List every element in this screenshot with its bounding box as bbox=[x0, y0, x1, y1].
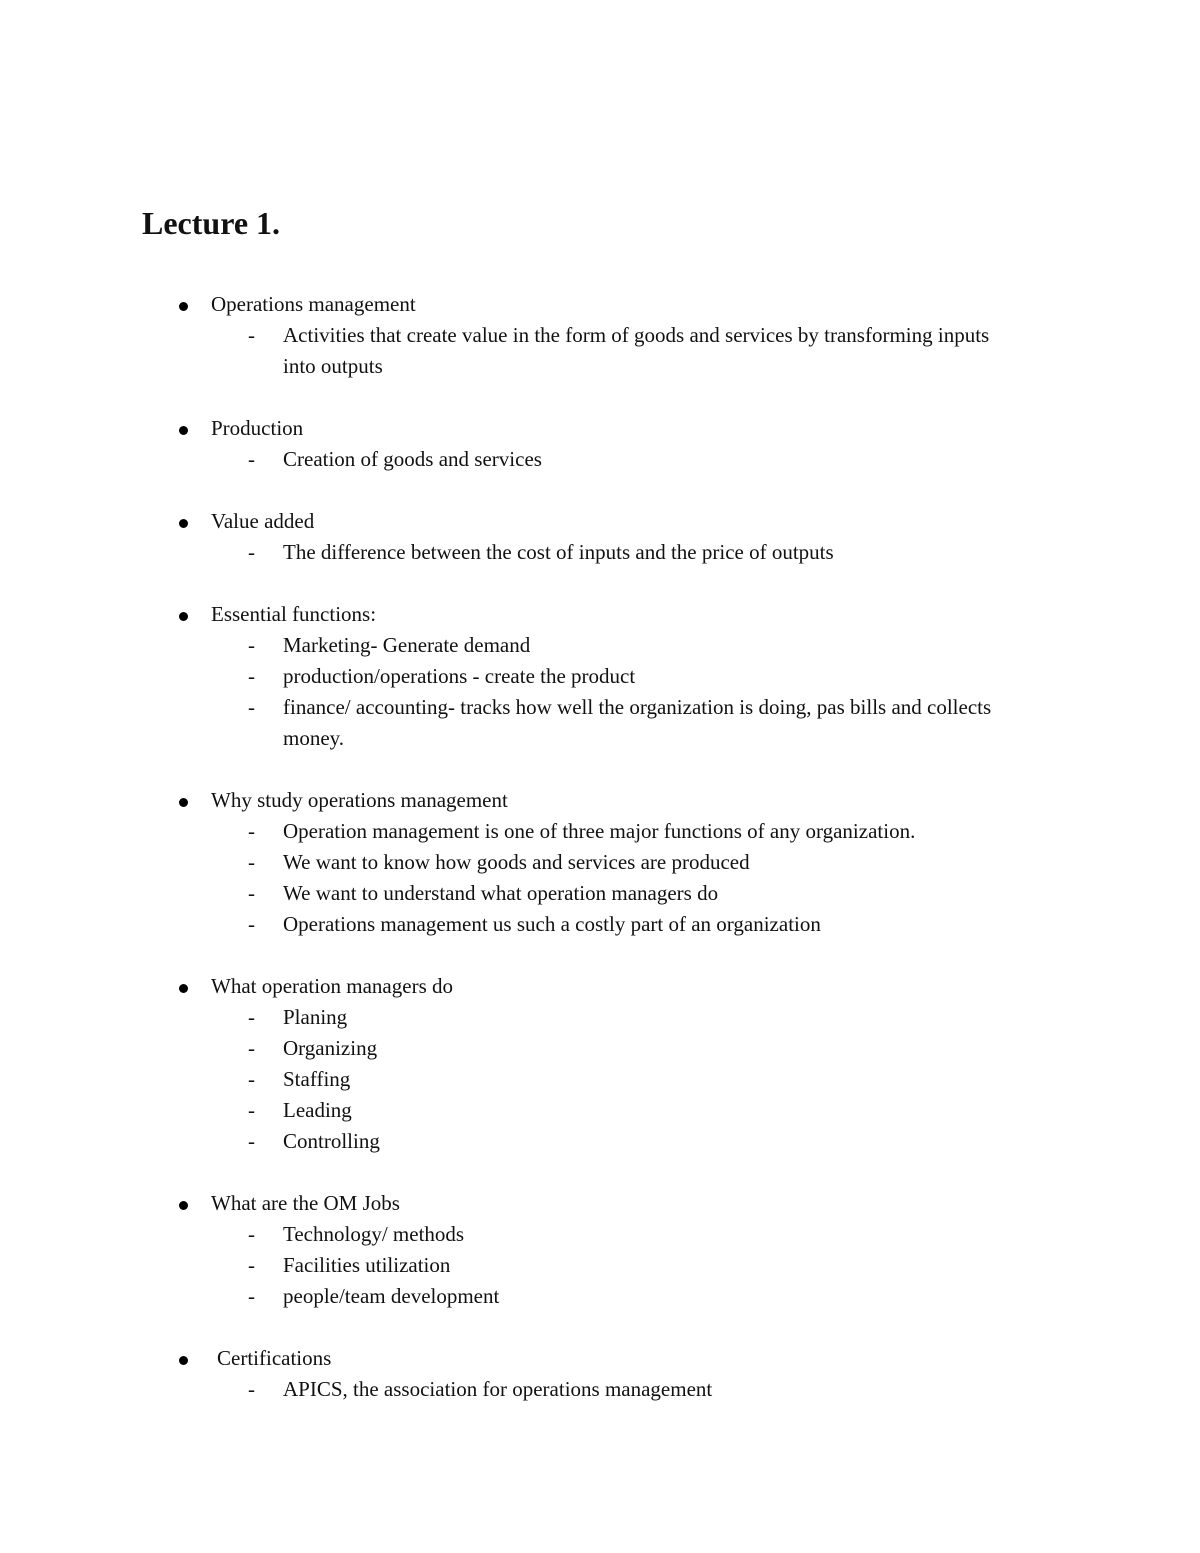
sub-item-text: The difference between the cost of inputs and the price of outputs bbox=[283, 540, 834, 564]
sub-item bbox=[0, 1095, 1200, 1126]
sub-item bbox=[0, 1250, 1200, 1281]
bullet-heading: Value added bbox=[211, 509, 315, 533]
sub-item-text: Technology/ methods bbox=[283, 1222, 465, 1246]
sub-item-text: Controlling bbox=[283, 1129, 380, 1153]
sub-item bbox=[0, 909, 1200, 940]
bullet-item bbox=[0, 785, 1200, 816]
list-section bbox=[0, 1343, 1200, 1405]
list-section bbox=[0, 599, 1200, 754]
page-title: Lecture 1. bbox=[142, 205, 281, 241]
list-section bbox=[0, 413, 1200, 475]
sub-item bbox=[0, 692, 1200, 754]
sub-item-text: Organizing bbox=[283, 1036, 378, 1060]
sub-item-text: Operation management is one of three major functions of any organization. bbox=[283, 819, 916, 843]
sub-item bbox=[0, 1002, 1200, 1033]
dash-icon: - bbox=[248, 664, 255, 688]
sub-item bbox=[0, 1219, 1200, 1250]
bullet-list bbox=[0, 289, 1200, 1436]
bullet-heading: What operation managers do bbox=[211, 974, 453, 998]
sub-item bbox=[0, 1126, 1200, 1157]
bullet-item bbox=[0, 1188, 1200, 1219]
dash-icon: - bbox=[248, 1222, 255, 1246]
bullet-heading: Certifications bbox=[217, 1346, 332, 1370]
bullet-item bbox=[0, 413, 1200, 444]
bullet-icon bbox=[179, 798, 188, 807]
dash-icon: - bbox=[248, 695, 255, 719]
sub-item bbox=[0, 661, 1200, 692]
sub-item bbox=[0, 320, 1200, 382]
dash-icon: - bbox=[248, 1036, 255, 1060]
sub-item-text: people/team development bbox=[283, 1284, 500, 1308]
dash-icon: - bbox=[248, 1377, 255, 1401]
bullet-heading: Production bbox=[211, 416, 304, 440]
sub-item-text: Activities that create value in the form of goods and services by transforming inputs into outputs bbox=[283, 323, 990, 378]
sub-item-text: Facilities utilization bbox=[283, 1253, 451, 1277]
dash-icon: - bbox=[248, 1067, 255, 1091]
sub-item bbox=[0, 816, 1200, 847]
dash-icon: - bbox=[248, 1129, 255, 1153]
bullet-icon bbox=[179, 612, 188, 621]
bullet-item bbox=[0, 1343, 1200, 1374]
bullet-heading: Why study operations management bbox=[211, 788, 508, 812]
sub-item bbox=[0, 1064, 1200, 1095]
sub-item bbox=[0, 878, 1200, 909]
sub-item-text: We want to understand what operation managers do bbox=[283, 881, 719, 905]
sub-item-text: Marketing- Generate demand bbox=[283, 633, 531, 657]
sub-item-text: finance/ accounting- tracks how well the organization is doing, pas bills and collects money. bbox=[283, 695, 992, 750]
dash-icon: - bbox=[248, 1284, 255, 1308]
sub-item bbox=[0, 847, 1200, 878]
bullet-item bbox=[0, 506, 1200, 537]
sub-item bbox=[0, 1281, 1200, 1312]
dash-icon: - bbox=[248, 850, 255, 874]
sub-item-text: Operations management us such a costly part of an organization bbox=[283, 912, 821, 936]
bullet-icon bbox=[179, 302, 188, 311]
bullet-item bbox=[0, 971, 1200, 1002]
sub-item-text: Leading bbox=[283, 1098, 352, 1122]
bullet-icon bbox=[179, 519, 188, 528]
sub-item-text: Creation of goods and services bbox=[283, 447, 542, 471]
dash-icon: - bbox=[248, 1005, 255, 1029]
sub-item bbox=[0, 444, 1200, 475]
dash-icon: - bbox=[248, 912, 255, 936]
dash-icon: - bbox=[248, 1253, 255, 1277]
dash-icon: - bbox=[248, 447, 255, 471]
bullet-icon bbox=[179, 1201, 188, 1210]
list-section bbox=[0, 506, 1200, 568]
bullet-heading: What are the OM Jobs bbox=[211, 1191, 400, 1215]
sub-item bbox=[0, 1033, 1200, 1064]
sub-item-text: production/operations - create the product bbox=[283, 664, 636, 688]
dash-icon: - bbox=[248, 323, 255, 347]
list-section bbox=[0, 289, 1200, 382]
dash-icon: - bbox=[248, 819, 255, 843]
dash-icon: - bbox=[248, 633, 255, 657]
dash-icon: - bbox=[248, 881, 255, 905]
bullet-item bbox=[0, 599, 1200, 630]
bullet-icon bbox=[179, 1356, 188, 1365]
sub-item-text: We want to know how goods and services are produced bbox=[283, 850, 750, 874]
list-section bbox=[0, 971, 1200, 1157]
list-section bbox=[0, 1188, 1200, 1312]
sub-item bbox=[0, 630, 1200, 661]
bullet-icon bbox=[179, 984, 188, 993]
sub-item bbox=[0, 537, 1200, 568]
dash-icon: - bbox=[248, 1098, 255, 1122]
bullet-icon bbox=[179, 426, 188, 435]
sub-item-text: Staffing bbox=[283, 1067, 351, 1091]
bullet-item bbox=[0, 289, 1200, 320]
sub-item bbox=[0, 1374, 1200, 1405]
bullet-heading: Operations management bbox=[211, 292, 416, 316]
bullet-heading: Essential functions: bbox=[211, 602, 377, 626]
dash-icon: - bbox=[248, 540, 255, 564]
sub-item-text: Planing bbox=[283, 1005, 348, 1029]
list-section bbox=[0, 785, 1200, 940]
sub-item-text: APICS, the association for operations management bbox=[283, 1377, 713, 1401]
